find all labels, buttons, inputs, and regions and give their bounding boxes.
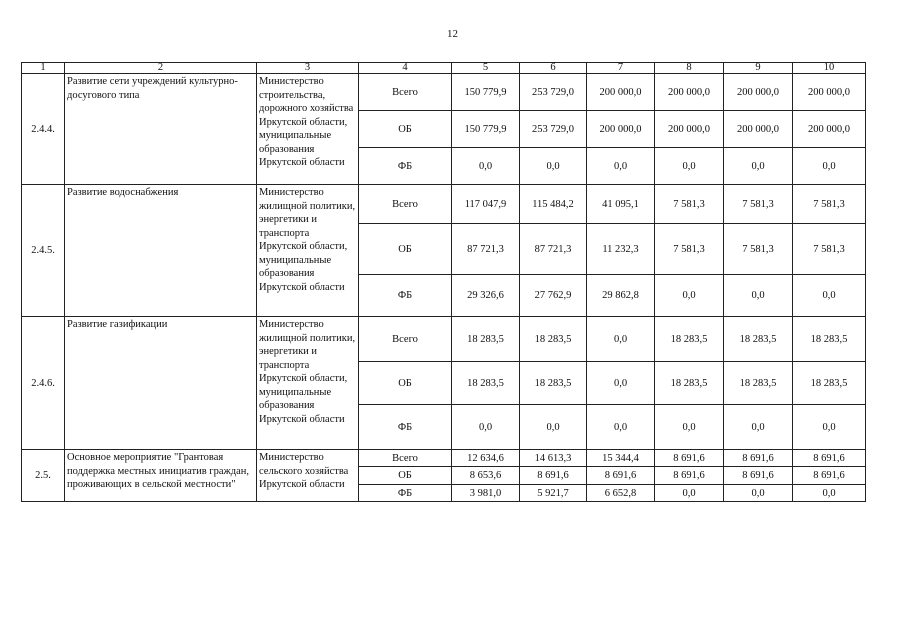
value-cell: 8 691,6 bbox=[724, 467, 793, 485]
value-cell: 8 691,6 bbox=[655, 467, 724, 485]
value-cell: 0,0 bbox=[587, 405, 655, 450]
funding-source: ОБ bbox=[359, 111, 452, 148]
value-cell: 200 000,0 bbox=[587, 74, 655, 111]
column-header: 1 bbox=[22, 63, 65, 74]
value-cell: 0,0 bbox=[793, 405, 866, 450]
value-cell: 18 283,5 bbox=[724, 317, 793, 362]
value-cell: 200 000,0 bbox=[724, 111, 793, 148]
value-cell: 0,0 bbox=[520, 405, 587, 450]
value-cell: 5 921,7 bbox=[520, 485, 587, 502]
value-cell: 18 283,5 bbox=[793, 317, 866, 362]
value-cell: 200 000,0 bbox=[793, 74, 866, 111]
column-header: 9 bbox=[724, 63, 793, 74]
value-cell: 29 862,8 bbox=[587, 275, 655, 317]
column-header-row bbox=[22, 63, 866, 74]
value-cell: 18 283,5 bbox=[655, 362, 724, 405]
value-cell: 7 581,3 bbox=[793, 185, 866, 224]
value-cell: 29 326,6 bbox=[452, 275, 520, 317]
column-header: 2 bbox=[65, 63, 257, 74]
value-cell: 0,0 bbox=[655, 275, 724, 317]
column-header: 8 bbox=[655, 63, 724, 74]
value-cell: 12 634,6 bbox=[452, 450, 520, 467]
table-row bbox=[22, 185, 866, 224]
value-cell: 3 981,0 bbox=[452, 485, 520, 502]
value-cell: 8 691,6 bbox=[724, 450, 793, 467]
value-cell: 200 000,0 bbox=[655, 74, 724, 111]
row-executor: Министерство жилищной политики, энергетики и транспорта Иркутской области, муниципальные образования Иркутской области bbox=[257, 185, 359, 317]
value-cell: 0,0 bbox=[793, 485, 866, 502]
value-cell: 115 484,2 bbox=[520, 185, 587, 224]
value-cell: 18 283,5 bbox=[452, 317, 520, 362]
value-cell: 7 581,3 bbox=[793, 224, 866, 275]
funding-source: ОБ bbox=[359, 362, 452, 405]
value-cell: 18 283,5 bbox=[655, 317, 724, 362]
column-header: 5 bbox=[452, 63, 520, 74]
value-cell: 11 232,3 bbox=[587, 224, 655, 275]
funding-source: ФБ bbox=[359, 405, 452, 450]
value-cell: 253 729,0 bbox=[520, 111, 587, 148]
value-cell: 200 000,0 bbox=[793, 111, 866, 148]
row-code: 2.5. bbox=[22, 450, 65, 502]
table-row bbox=[22, 317, 866, 362]
funding-source: Всего bbox=[359, 185, 452, 224]
value-cell: 0,0 bbox=[452, 405, 520, 450]
value-cell: 253 729,0 bbox=[520, 74, 587, 111]
value-cell: 7 581,3 bbox=[724, 185, 793, 224]
value-cell: 0,0 bbox=[724, 148, 793, 185]
value-cell: 8 691,6 bbox=[655, 450, 724, 467]
value-cell: 8 691,6 bbox=[587, 467, 655, 485]
value-cell: 150 779,9 bbox=[452, 111, 520, 148]
funding-source: ФБ bbox=[359, 485, 452, 502]
value-cell: 15 344,4 bbox=[587, 450, 655, 467]
value-cell: 8 653,6 bbox=[452, 467, 520, 485]
funding-source: Всего bbox=[359, 74, 452, 111]
value-cell: 41 095,1 bbox=[587, 185, 655, 224]
row-code: 2.4.6. bbox=[22, 317, 65, 450]
value-cell: 87 721,3 bbox=[520, 224, 587, 275]
row-executor: Министерство строительства, дорожного хозяйства Иркутской области, муниципальные образования Иркутской области bbox=[257, 74, 359, 185]
value-cell: 200 000,0 bbox=[724, 74, 793, 111]
budget-table bbox=[21, 62, 866, 502]
table-row bbox=[22, 74, 866, 111]
page-number: 12 bbox=[447, 28, 458, 40]
value-cell: 14 613,3 bbox=[520, 450, 587, 467]
funding-source: ФБ bbox=[359, 148, 452, 185]
value-cell: 150 779,9 bbox=[452, 74, 520, 111]
column-header: 10 bbox=[793, 63, 866, 74]
column-header: 4 bbox=[359, 63, 452, 74]
value-cell: 8 691,6 bbox=[793, 467, 866, 485]
value-cell: 7 581,3 bbox=[655, 185, 724, 224]
value-cell: 87 721,3 bbox=[452, 224, 520, 275]
value-cell: 8 691,6 bbox=[793, 450, 866, 467]
value-cell: 0,0 bbox=[793, 148, 866, 185]
value-cell: 18 283,5 bbox=[520, 317, 587, 362]
row-name: Развитие газификации bbox=[65, 317, 257, 450]
value-cell: 0,0 bbox=[520, 148, 587, 185]
row-code: 2.4.5. bbox=[22, 185, 65, 317]
value-cell: 0,0 bbox=[655, 405, 724, 450]
value-cell: 117 047,9 bbox=[452, 185, 520, 224]
row-code: 2.4.4. bbox=[22, 74, 65, 185]
value-cell: 0,0 bbox=[452, 148, 520, 185]
value-cell: 8 691,6 bbox=[520, 467, 587, 485]
funding-source: ФБ bbox=[359, 275, 452, 317]
value-cell: 0,0 bbox=[724, 275, 793, 317]
row-executor: Министерство сельского хозяйства Иркутской области bbox=[257, 450, 359, 502]
table-row bbox=[22, 450, 866, 467]
value-cell: 0,0 bbox=[655, 148, 724, 185]
value-cell: 18 283,5 bbox=[724, 362, 793, 405]
column-header: 6 bbox=[520, 63, 587, 74]
value-cell: 18 283,5 bbox=[452, 362, 520, 405]
value-cell: 6 652,8 bbox=[587, 485, 655, 502]
value-cell: 0,0 bbox=[655, 485, 724, 502]
value-cell: 27 762,9 bbox=[520, 275, 587, 317]
value-cell: 0,0 bbox=[724, 485, 793, 502]
column-header: 7 bbox=[587, 63, 655, 74]
value-cell: 0,0 bbox=[724, 405, 793, 450]
value-cell: 200 000,0 bbox=[655, 111, 724, 148]
row-name: Основное мероприятие "Грантовая поддержка местных инициатив граждан, проживающих в сельской местности" bbox=[65, 450, 257, 502]
value-cell: 0,0 bbox=[587, 317, 655, 362]
value-cell: 0,0 bbox=[587, 148, 655, 185]
row-executor: Министерство жилищной политики, энергетики и транспорта Иркутской области, муниципальные образования Иркутской области bbox=[257, 317, 359, 450]
value-cell: 0,0 bbox=[587, 362, 655, 405]
value-cell: 7 581,3 bbox=[724, 224, 793, 275]
funding-source: ОБ bbox=[359, 467, 452, 485]
row-name: Развитие водоснабжения bbox=[65, 185, 257, 317]
column-header: 3 bbox=[257, 63, 359, 74]
funding-source: ОБ bbox=[359, 224, 452, 275]
funding-source: Всего bbox=[359, 317, 452, 362]
row-name: Развитие сети учреждений культурно-досугового типа bbox=[65, 74, 257, 185]
value-cell: 0,0 bbox=[793, 275, 866, 317]
value-cell: 18 283,5 bbox=[520, 362, 587, 405]
funding-source: Всего bbox=[359, 450, 452, 467]
value-cell: 200 000,0 bbox=[587, 111, 655, 148]
value-cell: 18 283,5 bbox=[793, 362, 866, 405]
value-cell: 7 581,3 bbox=[655, 224, 724, 275]
